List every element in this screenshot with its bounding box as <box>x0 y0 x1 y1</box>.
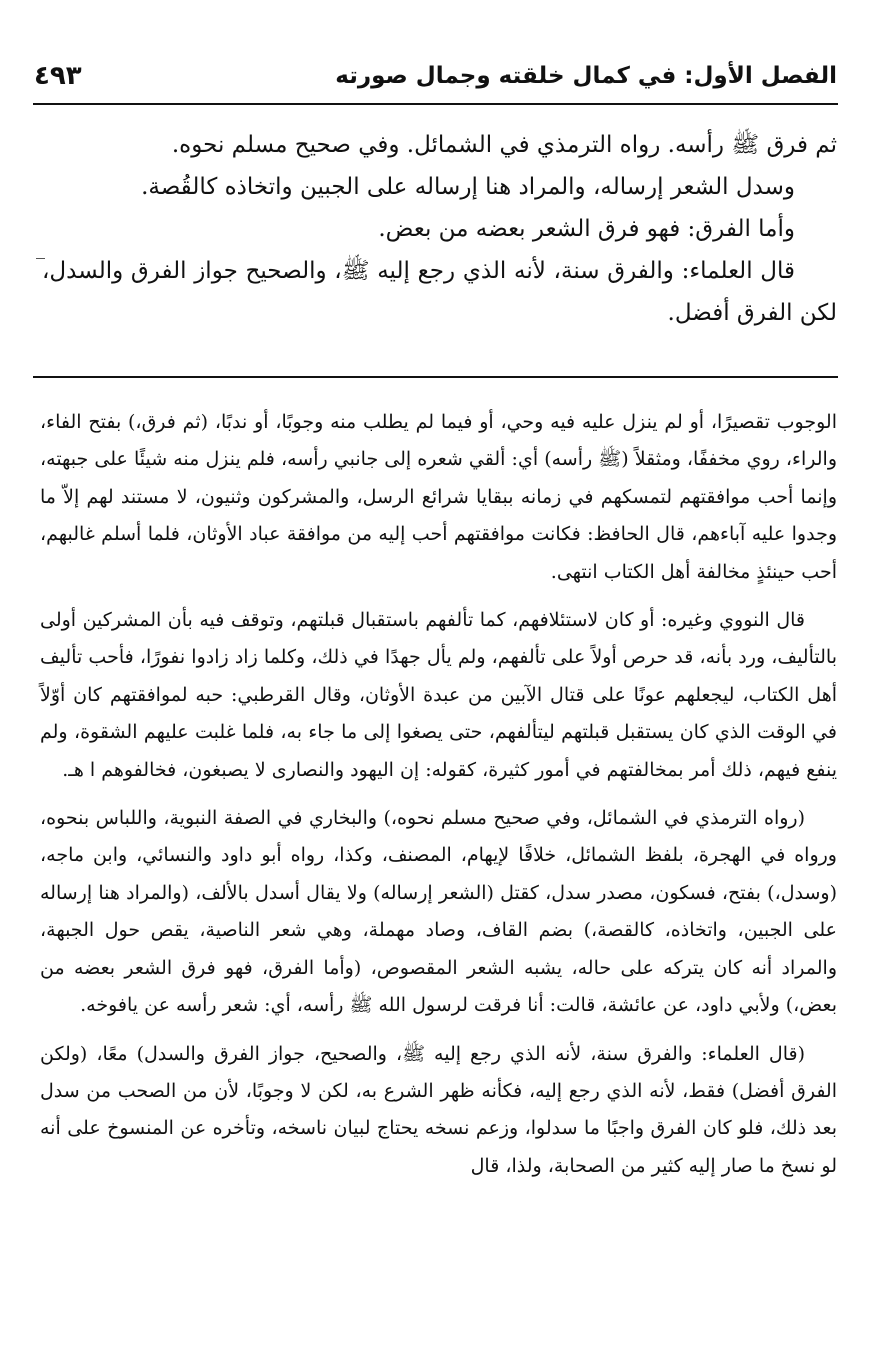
commentary-paragraph: (رواه الترمذي في الشمائل، وفي صحيح مسلم نحوه،) والبخاري في الصفة النبوية، واللباس بنحوه، ورواه في الهجرة، بلفظ الشمائل، خلافًا لإيهام، المصنف، وكذا، رواه أبو داود والنسائي، وابن ماجه، (وسدل،) بفتح، فسكون، مصدر سدل، كقتل (الشعر إرساله) ولا يقال أسدل بالألف، (والمراد هنا إرساله على الجبين، واتخاذه، كالقصة،) بضم القاف، وصاد مهملة، وهي شعر الناصية، يقص حول الجبهة، والمراد أنه كان يتركه على حاله، يشبه الشعر المقصوص، (وأما الفرق، فهو فرق الشعر بعضه من بعض،) ولأبي داود، عن عائشة، قالت: أنا فرقت لرسول الله ﷺ رأسه، أي: شعر رأسه عن يافوخه. <box>40 807 837 1017</box>
main-text-paragraph: ثم فرق ﷺ رأسه. رواه الترمذي في الشمائل. وفي صحيح مسلم نحوه. <box>171 132 837 158</box>
margin-mark <box>36 258 45 259</box>
commentary-paragraph: الوجوب تقصيرًا، أو لم ينزل عليه فيه وحي، أو فيما لم يطلب منه وجوبًا، أو ندبًا، (ثم فرق،) بفتح الفاء، والراء، روي مخففًا، ومثقلاً (ﷺ رأسه) أي: ألقي شعره إلى جانبي رأسه، فلم ينزل منه شيئًا على جبهته، وإنما أحب موافقتهم لتمسكهم في زمانه ببقايا شرائع الرسل، والمشركون وثنيون، لا مستند لهم إلاّ ما وجدوا عليه آباءهم، قال الحافظ: فكانت موافقتهم أحب إليه من موافقة عباد الأوثان، فلما أسلم غالبهم، أحب حينئذٍ مخالفة أهل الكتاب انتهى. <box>40 411 837 583</box>
header-rule <box>33 103 838 105</box>
commentary-paragraph: (قال العلماء: والفرق سنة، لأنه الذي رجع إليه ﷺ، والصحيح، جواز الفرق والسدل) معًا، (ولكن الفرق أفضل) فقط، لأنه الذي رجع إليه، فكأنه ظهر الشرع به، لكن لا وجوبًا، لأن من الصحب من سدل بعد ذلك، فلو كان الفرق واجبًا ما سدلوا، وزعم نسخه يحتاج لبيان ناسخه، وتأخره عن المنسوخ على أنه لو نسخ ما صار إليه كثير من الصحابة، ولذا، قال <box>40 1042 837 1177</box>
commentary-text <box>40 404 837 1196</box>
main-text-paragraph: وأما الفرق: فهو فرق الشعر بعضه من بعض. <box>378 216 795 242</box>
main-text <box>42 124 837 334</box>
page-header <box>34 54 837 98</box>
chapter-title: الفصل الأول: في كمال خلقته وجمال صورته <box>335 63 837 89</box>
commentary-paragraph: قال النووي وغيره: أو كان لاستئلافهم، كما تألفهم باستقبال قبلتهم، وتوقف فيه بأن المشركين أولى بالتأليف، ورد بأنه، قد حرص أولاً على تألفهم، ولم يأل جهدًا في ذلك، وكلما زاد زادوا نفورًا، فأحب تأليف أهل الكتاب، ليجعلهم عونًا على قتال الآبين من عبدة الأوثان، وقال القرطبي: حبه لموافقتهم كان أوّلاً في الوقت الذي كان يستقبل قبلتهم ليتألفهم، حتى يصغوا إلى ما جاء به، فلما غلبت عليهم الشقوة، ولم ينفع فيهم، ذلك أمر بمخالفتهم في أمور كثيرة، كقوله: إن اليهود والنصارى لا يصبغون، فخالفوهم ا هـ. <box>40 609 837 781</box>
page-number: ٤٩٣ <box>34 61 82 91</box>
commentary-separator-rule <box>33 376 838 378</box>
main-text-paragraph: وسدل الشعر إرساله، والمراد هنا إرساله على الجبين واتخاذه كالقُصة. <box>141 174 795 200</box>
main-text-paragraph: قال العلماء: والفرق سنة، لأنه الذي رجع إليه ﷺ، والصحيح جواز الفرق والسدل، لكن الفرق أفضل. <box>42 258 837 326</box>
